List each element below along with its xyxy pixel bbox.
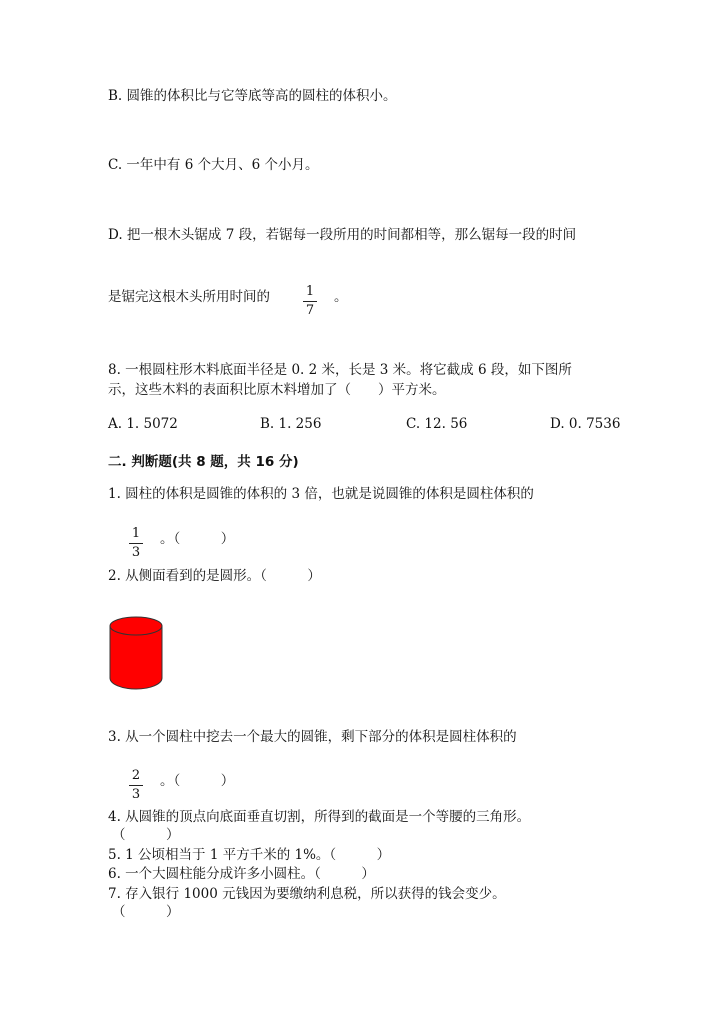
judge-q7-paren: （ ）	[112, 904, 180, 920]
fraction-one-third	[126, 526, 146, 561]
judge-q4-paren: （ ）	[112, 827, 180, 843]
fraction-one-seventh	[300, 284, 320, 319]
option-d-line1: D. 把一根木头锯成 7 段，若锯每一段所用的时间都相等，那么锯每一段的时间	[108, 227, 577, 243]
fraction-denominator: 7	[305, 303, 315, 318]
fraction-bar	[303, 301, 317, 302]
judge-q3-tail: 。（ ）	[160, 773, 235, 789]
q8-line2: 示，这些木料的表面积比原木料增加了（ ）平方米。	[108, 382, 446, 398]
section-heading: 二. 判断题(共 8 题，共 16 分)	[108, 454, 299, 470]
q8-option-b: B. 1. 256	[260, 416, 322, 432]
q8-line1: 8. 一根圆柱形木料底面半径是 0. 2 米，长是 3 米。将它截成 6 段，如下图所	[108, 362, 572, 378]
fraction-numerator: 1	[131, 526, 141, 541]
cylinder-top	[110, 617, 162, 635]
judge-q3-text: 3. 从一个圆柱中挖去一个最大的圆锥，剩下部分的体积是圆柱体积的	[108, 729, 517, 745]
red-cylinder-image	[106, 614, 166, 694]
judge-q7-text: 7. 存入银行 1000 元钱因为要缴纳利息税，所以获得的钱会变少。	[108, 886, 506, 902]
fraction-bar	[129, 543, 143, 544]
q8-option-d: D. 0. 7536	[550, 416, 621, 432]
judge-q5-text: 5. 1 公顷相当于 1 平方千米的 1%。（ ）	[108, 847, 391, 863]
judge-q4-text: 4. 从圆锥的顶点向底面垂直切割，所得到的截面是一个等腰的三角形。	[108, 809, 531, 825]
fraction-two-thirds	[126, 768, 146, 803]
judge-q1-tail: 。（ ）	[160, 531, 235, 547]
fraction-denominator: 3	[131, 545, 141, 560]
judge-q2-text: 2. 从侧面看到的是圆形。（ ）	[108, 568, 321, 584]
option-d-end: 。	[334, 289, 348, 305]
option-c: C. 一年中有 6 个大月、6 个小月。	[108, 157, 319, 173]
q8-option-c: C. 12. 56	[406, 416, 468, 432]
fraction-bar	[129, 785, 143, 786]
judge-q1-text: 1. 圆柱的体积是圆锥的体积的 3 倍，也就是说圆锥的体积是圆柱体积的	[108, 486, 534, 502]
q8-option-a: A. 1. 5072	[108, 416, 178, 432]
fraction-denominator: 3	[131, 787, 141, 802]
fraction-numerator: 1	[305, 284, 315, 299]
option-d-line2: 是锯完这根木头所用时间的	[108, 289, 270, 305]
option-b: B. 圆锥的体积比与它等底等高的圆柱的体积小。	[108, 88, 397, 104]
fraction-numerator: 2	[131, 768, 141, 783]
judge-q6-text: 6. 一个大圆柱能分成许多小圆柱。（ ）	[108, 866, 375, 882]
